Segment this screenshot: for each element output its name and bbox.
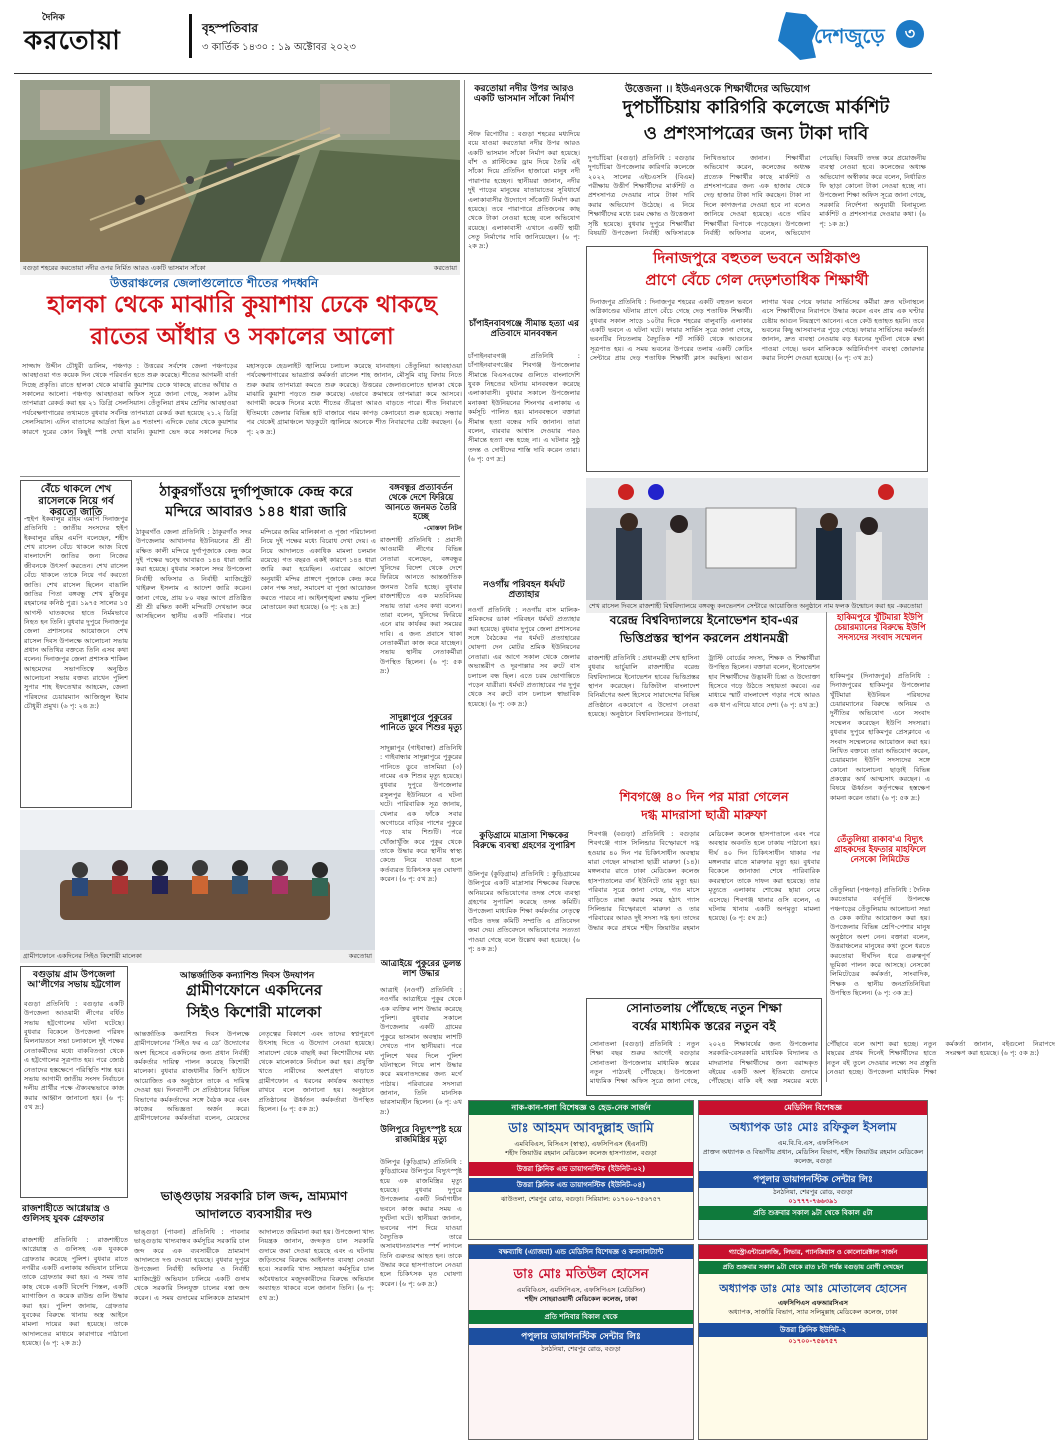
ad-ent-degrees: এমবিবিএস, বিসিএস (স্বাস্থ্য), এফসিপিএস (ইএনটি) <box>514 1140 648 1148</box>
ad-ent-chamber-2: উত্তরা ক্লিনিক এন্ড ডায়াগনস্টিক (ইউনিট-০৪) <box>469 1178 693 1192</box>
date-label: ৩ কার্তিক ১৪৩০ : ১৯ অক্টোবর ২০২৩ <box>202 42 356 53</box>
masthead <box>14 6 932 74</box>
divider <box>20 476 460 477</box>
bhanga-body: ভাঙ্গুড়া (পাবনা) প্রতিনিধি : পাবনার ভাঙ্গুড়ায় খাদ্যবান্ধব কর্মসূচির সরকারি চাল জব্দ করে এক ব্যবসায়ীকে ভ্রাম্যমাণ আদালতে দণ্ড দেওয়া হয়েছে। বুধবার দুপুরে উপজেলা নির্বাহী অফিসার ও নির্বাহী ম্যাজিস্ট্রেট অভিযান চালিয়ে একটি গুদাম থেকে সরকারি সিলযুক্ত চালের বস্তা জব্দ করেন। এ সময় গুদামের মালিককে ভ্রাম্যমাণ আদালতে জরিমানা করা হয়। উপজেলা খাদ্য নিয়ন্ত্রক জানান, জব্দকৃত চাল সরকারি গুদামে জমা দেওয়া হয়েছে এবং এ ঘটনায় জড়িতদের বিরুদ্ধে আইনগত ব্যবস্থা নেওয়া হবে। সরকারি খাদ্য সহায়তা কর্মসূচির চাল অবৈধভাবে মজুদকারীদের বিরুদ্ধে অভিযান অব্যাহত থাকবে বলে জানান তিনি। (৬ পৃ: ৫খ দ্র:) <box>134 1228 374 1302</box>
bridge-photo-credit: করতোয়া <box>433 264 457 272</box>
durga-headline-1: ঠাকুরগাঁওয়ে দুর্গাপূজাকে কেন্দ্র করে <box>159 484 353 500</box>
meeting-photo-image <box>20 810 375 950</box>
arrest-body: রাজশাহী প্রতিনিধি : রাজশাহীতে আগ্নেয়াস্ত্র ও গুলিসহ এক যুবককে গ্রেফতার করেছে পুলিশ। বুধবার রাতে নগরীর একটি এলাকায় অভিযান চালিয়ে তাকে গ্রেফতার করা হয়। এ সময় তার কাছ থেকে একটি বিদেশি পিস্তল, একটি ম্যাগাজিন ও কয়েক রাউন্ড গুলি উদ্ধার করা হয়। পুলিশ জানায়, গ্রেফতার যুবকের বিরুদ্ধে থানায় অস্ত্র আইনে মামলা দায়ের করা হয়েছে। তাকে আদালতের মাধ্যমে কারাগারে পাঠানো হয়েছে। (৬ পৃ: ২ক দ্র:) <box>22 1236 128 1347</box>
fire-headline-1: দিনাজপুরে বহুতল ভবনে অগ্নিকাণ্ড <box>653 249 861 267</box>
naogaon-headline: নওগাঁয় পরিবহন ধর্মঘট প্রত্যাহার <box>483 580 565 601</box>
day-label: বৃহস্পতিবার <box>202 21 258 35</box>
section-title: দেশজুড়ে <box>814 24 885 48</box>
ceo-kicker: আন্তর্জাতিক কন্যাশিশু দিবস উদযাপন <box>180 971 315 981</box>
meeting-photo <box>20 810 375 950</box>
ad-medicine-degrees: এম.বি.বি.এস, এফসিপিএস <box>777 1139 849 1147</box>
bangabandhu-body: রাজশাহী প্রতিনিধি : প্রবাসী আওয়ামী লীগের বিভিন্ন নেতারা বলেছেন, বঙ্গবন্ধুর খুনিদের বিদেশ থেকে দেশে ফিরিয়ে আনতে আন্তর্জাতিক জনমত তৈরি হচ্ছে। বুধবার রাজশাহীতে এক মতবিনিময় সভায় তারা এসব কথা বলেন। তারা বলেন, খুনিদের ফিরিয়ে এনে রায় কার্যকর করা সময়ের দাবি। এ জন্য প্রবাসে থাকা নেতাকর্মীরা কাজ করে যাচ্ছেন। সভায় স্থানীয় নেতাকর্মীরা উপস্থিত ছিলেন। (৬ পৃ: ৫ক দ্র:) <box>380 536 462 676</box>
ad-surgery-clinic: উত্তরা ক্লিনিক ইউনিট-২ <box>699 1323 927 1337</box>
hakim-headline: হাকিমপুরে খুঁটিমারা ইউপি চেয়ারম্যানের বিরুদ্ধে ইউপি সদস্যদের সংবাদ সম্মেলন <box>834 613 926 643</box>
rasel-body: -হুইপ ইকবালুর রহিম এমপি দিনাজপুর প্রতিনিধি : জাতীয় সংসদের হুইপ ইকবালুর রহিম এমপি বলেছেন, শহীদ শেখ রাসেল বেঁচে থাকলে আজ বিশ্বে বাংলাদেশি জাতির জন্য নিজের জীবনকে উৎসর্গ করতেন। শেখ রাসেল বেঁচে থাকলে তাকে নিয়ে গর্ব করতো জাতি। শেখ রাসেল ছিলেন বাঙালি জাতির পিতা বঙ্গবন্ধু শেখ মুজিবুর রহমানের কনিষ্ঠ পুত্র। ১৯৭৫ সালের ১৫ আগস্ট ঘাতকদের হাতে নির্মমভাবে নিহত হন তিনি। বুধবার দুপুরে দিনাজপুর জেলা প্রশাসনের আয়োজনে শেখ রাসেল দিবস উপলক্ষে আলোচনা সভায় প্রধান অতিথির বক্তব্যে তিনি এসব কথা বলেন। দিনাজপুর জেলা প্রশাসক শাকিল আহমেদের সভাপতিত্বে অনুষ্ঠিত আলোচনা সভায় বক্তব্য রাখেন পুলিশ সুপার শাহ ইফতেখার আহমেদ, জেলা পরিষদের চেয়ারম্যান আজিজুল ইমাম চৌধুরী প্রমুখ। (৬ পৃ: ২ঙ দ্র:) <box>24 515 128 711</box>
bridge-photo-image <box>20 80 460 262</box>
column-divider <box>826 612 827 1082</box>
newspaper-logo: করতোয়া <box>24 26 121 56</box>
ulipur-headline: উলিপুরে বিদ্যুৎস্পৃষ্ট হয়ে রাজমিস্ত্রির মৃত্যু <box>380 1125 462 1145</box>
bridge-photo <box>20 80 460 262</box>
ad-surgery-note: প্রতি শুক্রবার সকাল ৯টা থেকে রাত ৮টা পর্যন্ত বগুড়ায় রোগী দেখছেন <box>699 1261 927 1274</box>
fire-body: দিনাজপুর প্রতিনিধি : দিনাজপুর শহরের একটি বহুতল ভবনে অগ্নিকাণ্ডের ঘটনায় প্রাণে বেঁচে গেছে দেড় শতাধিক শিক্ষার্থী। বুধবার সকাল সাড়ে ১০টার দিকে শহরের বালুবাড়ি এলাকার একটি ভবনে এ ঘটনা ঘটে। ফায়ার সার্ভিস সূত্রে জানা গেছে, ভবনটির নিচতলায় বৈদ্যুতিক শর্ট সার্কিট থেকে আগুনের সূত্রপাত হয়। এ সময় ভবনের উপরের তলায় একটি কোচিং সেন্টারে প্রায় দেড় শতাধিক শিক্ষার্থী ক্লাস করছিল। আগুন লাগার খবর পেয়ে ফায়ার সার্ভিসের কর্মীরা দ্রুত ঘটনাস্থলে এসে শিক্ষার্থীদের নিরাপদে উদ্ধার করেন এবং প্রায় এক ঘণ্টার চেষ্টায় আগুন নিয়ন্ত্রণে আনেন। এতে কেউ হতাহত হয়নি। তবে ভবনের কিছু আসবাবপত্র পুড়ে গেছে। ফায়ার সার্ভিসের কর্মকর্তা জানান, দ্রুত ব্যবস্থা নেওয়ায় বড় ধরনের দুর্ঘটনা থেকে রক্ষা পাওয়া গেছে। ভবন মালিককে অগ্নিনির্বাপণ ব্যবস্থা জোরদার করার নির্দেশ দেওয়া হয়েছে। (৬ পৃ: ৩খ দ্র:) <box>590 298 924 363</box>
meeting-photo-caption-text: গ্রামীণফোনে একদিনের সিইও কিশোরী মালেকা <box>23 952 142 960</box>
ad-medicine-phone: ০১৭৭৭-৭৬৬৩৯১ <box>788 1197 838 1206</box>
ad-ent-doctor-name: ডাঃ আহমদ আবদুল্লাহ জামি <box>508 1121 654 1136</box>
dupchanchia-headline-2: ও প্রশংসাপত্রের জন্য টাকা দাবি <box>643 123 869 144</box>
ad-chest-post: শহীদ সোহরাওয়ার্দী মেডিকেল কলেজ, ঢাকা <box>524 1294 638 1303</box>
hakim-body: হাকিমপুর (দিনাজপুর) প্রতিনিধি : দিনাজপুরের হাকিমপুর উপজেলার খুঁটিমারা ইউনিয়ন পরিষদের চেয়ারম্যানের বিরুদ্ধে অনিয়ম ও দুর্নীতির অভিযোগ এনে সংবাদ সম্মেলন করেছেন ইউপি সদস্যরা। বুধবার দুপুরে হাকিমপুর প্রেসক্লাবে এ সংবাদ সম্মেলনের আয়োজন করা হয়। লিখিত বক্তব্যে তারা অভিযোগ করেন, চেয়ারম্যান ইউপি সদস্যদের সঙ্গে কোনো আলোচনা ছাড়াই বিভিন্ন প্রকল্পের অর্থ আত্মসাৎ করছেন। এ বিষয়ে ঊর্ধ্বতন কর্তৃপক্ষের হস্তক্ষেপ কামনা করেন তারা। (৬ পৃ: ৫ক দ্র:) <box>830 672 930 802</box>
durga-headline-2: মন্দিরে আবারও ১৪৪ ধারা জারি <box>165 504 347 520</box>
fog-body: সাজ্জাদ উদ্দীন চৌধুরী ডালিম, পঞ্চগড় : উত্তরের সর্বশেষ জেলা পঞ্চগড়ের আবহাওয়া গত কয়েক দিন থেকে পরিবর্তন হতে শুরু করেছে। শীতের আগমনী বার্তা দিচ্ছে প্রকৃতি। রাতে হালকা থেকে মাঝারি কুয়াশায় ঢেকে থাকছে রাতের আঁধার ও সকালের আলো। পঞ্চগড় আবহাওয়া অফিস সূত্রে জানা গেছে, সকাল ৯টায় তাপমাত্রা রেকর্ড করা হয় ২১ ডিগ্রি সেলসিয়াস। তেঁতুলিয়া প্রথম শ্রেণির আবহাওয়া পর্যবেক্ষণাগারের তথ্যমতে বুধবার সর্বনিম্ন তাপমাত্রা রেকর্ড করা হয়েছে ২১.২ ডিগ্রি সেলসিয়াস। এদিন বাতাসের আর্দ্রতা ছিল ৯৪ শতাংশ। এদিকে ভোর থেকে কুয়াশার কারণে দুরের কোন কিছুই স্পষ্ট দেখা যায়নি। কুয়াশা ভেদ করে সকালের দিকে মহাসড়কে হেডলাইট জ্বালিয়ে চলাচল করেছে যানবাহন। তেঁতুলিয়া আবহাওয়া পর্যবেক্ষণাগারের ভারপ্রাপ্ত কর্মকর্তা রাসেল শাহ জানান, মৌসুমি বায়ু বিদায় নিতে শুরু করায় তাপমাত্রা কমতে শুরু করেছে। উত্তরের জেলাগুলোতে হালকা থেকে মাঝারি কুয়াশা পড়তে শুরু করেছে। এভাবে ক্রমান্বয়ে তাপমাত্রা কমে আসবে। আগামী কয়েক দিনের মধ্যে শীতের তীব্রতা আরও বাড়তে পারে। শীত নিবারণে ইতিমধ্যে জেলার বিভিন্ন হাট বাজারে গরম কাপড় কেনাবেচা শুরু হয়েছে। সন্ধ্যার পর থেকেই গ্রামাঞ্চলে খড়কুটো জ্বালিয়ে অনেকে শীত নিবারণের চেষ্টা করছেন। (৬ পৃ: ২ক দ্র:) <box>22 362 462 436</box>
rajshahi-headline-2: ভিত্তিপ্রস্তর স্থাপন করলেন প্রধানমন্ত্রী <box>619 631 789 645</box>
bangabandhu-byline: -মোস্তফা নিটন <box>423 524 462 532</box>
section-badge <box>778 12 928 60</box>
rajshahi-headline-1: বরেন্দ্র বিশ্ববিদ্যালয়ে ইনোভেশন হাব-এর <box>609 613 799 627</box>
arrest-headline: রাজশাহীতে আগ্নেয়াস্ত্র ও গুলিসহ যুবক গ্রেফতার <box>22 1204 110 1225</box>
ad-medicine-strip: মেডিসিন বিশেষজ্ঞ <box>699 1101 927 1115</box>
bdsf-headline: চাঁপাইনবাবগঞ্জে সীমান্ত হত্যা এর প্রতিবাদে মানববন্ধন <box>469 319 579 339</box>
tetulia-headline: তেঁতুলিয়া রাকাব'এ বিদ্যুৎ গ্রাহকদের ইফতার মাহফিলে নেসকো লিমিটেড <box>834 835 926 865</box>
ad-ent-doctor[interactable] <box>468 1100 694 1240</box>
meeting-photo-caption <box>20 950 375 963</box>
dupchanchia-body: দুপচাঁচিয়া (বগুড়া) প্রতিনিধি : বগুড়ার দুপচাঁচিয়া উপজেলার কারিগরি কলেজে ২০২২ সালের এইচএসসি (বিএম) পরীক্ষায় উত্তীর্ণ শিক্ষার্থীদের মার্কশিট ও প্রশংসাপত্র দেওয়ার নামে টাকা দাবি করার অভিযোগ উঠেছে। এ নিয়ে শিক্ষার্থীদের মধ্যে চরম ক্ষোভ ও উত্তেজনা সৃষ্টি হয়েছে। বুধবার দুপুরে শিক্ষার্থীরা বিষয়টি উপজেলা নির্বাহী অফিসারকে লিখিতভাবে জানান। শিক্ষার্থীরা অভিযোগ করেন, কলেজের অধ্যক্ষ প্রত্যেক শিক্ষার্থীর কাছে মার্কশিট ও প্রশংসাপত্রের জন্য এক হাজার থেকে দেড় হাজার টাকা দাবি করছেন। টাকা না দিলে কাগজপত্র দেওয়া হবে না বলেও জানিয়ে দেওয়া হয়েছে। এতে গরিব শিক্ষার্থীরা বিপাকে পড়েছেন। উপজেলা নির্বাহী অফিসার বলেন, অভিযোগ পেয়েছি। বিষয়টি তদন্ত করে প্রয়োজনীয় ব্যবস্থা নেওয়া হবে। কলেজের অধ্যক্ষ অভিযোগ অস্বীকার করে বলেন, নির্ধারিত ফি ছাড়া কোনো টাকা নেওয়া হচ্ছে না। উপজেলা শিক্ষা অফিস সূত্রে জানা গেছে, সরকারি নির্দেশনা অনুযায়ী বিনামূল্যে মার্কশিট ও প্রশংসাপত্র দেওয়ার কথা। (৬ পৃ: ১ক দ্র:) <box>588 154 926 237</box>
bhanga-headline-1: ভাঙ্গুড়ায় সরকারি চাল জব্দ, ভ্রাম্যমাণ <box>160 1189 348 1203</box>
ad-medicine-address: ঠনঠনিয়া, শেরপুর রোড, বগুড়া <box>773 1188 853 1197</box>
bridge-headline: করতোয়া নদীর উপর আরও একটি ভাসমান সাঁকো নির্মাণ <box>473 84 575 105</box>
rasel-headline: বেঁচে থাকলে শেখ রাসেলকে নিয়ে গর্ব করতো জাতি <box>38 484 114 518</box>
madrasa-body: শিবগঞ্জ (বগুড়া) প্রতিনিধি : বগুড়ার শিবগঞ্জে গ্যাস সিলিন্ডার বিস্ফোরণে দগ্ধ হওয়ার ৪০ দিন পর চিকিৎসাধীন অবস্থায় মারা গেছেন মাদরাসা ছাত্রী মারুফা (১৪)। মঙ্গলবার রাতে ঢাকা মেডিকেল কলেজ হাসপাতালের বার্ন ইউনিটে তার মৃত্যু হয়। পরিবার সূত্রে জানা গেছে, গত মাসে বাড়িতে রান্না করার সময় হঠাৎ গ্যাস সিলিন্ডার বিস্ফোরণে মারুফা ও তার পরিবারের আরও দুই সদস্য দগ্ধ হন। তাদের উদ্ধার করে প্রথমে শহীদ জিয়াউর রহমান মেডিকেল কলেজ হাসপাতালে এবং পরে অবস্থার অবনতি হলে ঢাকায় পাঠানো হয়। দীর্ঘ ৪০ দিন চিকিৎসাধীন থাকার পর মঙ্গলবার রাতে মারুফার মৃত্যু হয়। বুধবার বিকেলে জানাজা শেষে পারিবারিক কবরস্থানে তাকে দাফন করা হয়েছে। তার মৃত্যুতে এলাকায় শোকের ছায়া নেমে এসেছে। শিবগঞ্জ থানার ওসি বলেন, এ ঘটনায় থানায় একটি অপমৃত্যু মামলা হয়েছে। (৬ পৃ: ৫ঘ দ্র:) <box>588 830 820 932</box>
ad-chest-strip: বক্ষব্যাধি (এ্যাজমা) এন্ড মেডিসিন বিশেষজ্ঞ ও কনসালট্যান্ট <box>469 1245 693 1259</box>
bridge-photo-caption-text: বগুড়া শহরের করতোয়া নদীর ওপর নির্মিত আরও একটি ভাসমান সাঁকো <box>23 264 206 272</box>
ad-ent-post: শহীদ জিয়াউর রহমান মেডিকেল কলেজ হাসপাতাল, বগুড়া <box>505 1148 657 1157</box>
ad-surgery-phone: ০১৭০০-৭৫৬৭৫৭ <box>788 1336 838 1345</box>
ceremony-photo <box>586 478 928 600</box>
ad-chest-address: ঠনঠনিয়া, শেরপুর রোড, বগুড়া <box>541 1344 621 1353</box>
ceremony-photo-image <box>586 478 928 600</box>
masthead-divider <box>189 14 192 58</box>
rajshahi-body: রাজশাহী প্রতিনিধি : প্রধানমন্ত্রী শেখ হাসিনা বুধবার ভার্চুয়ালি রাজশাহীর বরেন্দ্র বিশ্ববিদ্যালয়ে ইনোভেশন হাবের ভিত্তিপ্রস্তর স্থাপন করেছেন। ডিজিটাল বাংলাদেশ বিনির্মাণের অংশ হিসেবে সারাদেশের বিভিন্ন প্রতিষ্ঠানে একযোগে এ উদ্যোগ নেওয়া হয়েছে। অনুষ্ঠানে বিশ্ববিদ্যালয়ের উপাচার্য, ট্রাস্টি বোর্ডের সদস্য, শিক্ষক ও শিক্ষার্থীরা উপস্থিত ছিলেন। বক্তারা বলেন, ইনোভেশন হাব শিক্ষার্থীদের উদ্ভাবনী চিন্তা ও উদ্যোক্তা হিসেবে গড়ে উঠতে সহায়তা করবে। এর মাধ্যমে স্মার্ট বাংলাদেশ গড়ার পথে আরও এক ধাপ এগিয়ে যাবে দেশ। (৬ পৃ: ৪খ দ্র:) <box>588 654 820 719</box>
ad-chest-doctor-name: ডাঃ মোঃ মতিউল হোসেন <box>513 1267 649 1282</box>
birthday-headline: বগুড়ায় গ্রাম উপজেলা আ'লীগের সভায় হট্টগোল <box>27 970 121 991</box>
atrai-headline: আত্রাইয়ে পুকুরের ডুলন্ত লাশ উদ্ধার <box>380 959 462 979</box>
bdsf-body: চাঁপাইনবাবগঞ্জ প্রতিনিধি : চাঁপাইনবাবগঞ্জের শিবগঞ্জ উপজেলার সীমান্তে বিএসএফের গুলিতে বাংলাদেশি যুবক নিহতের ঘটনায় মানববন্ধন করেছে এলাকাবাসী। বুধবার সকালে উপজেলার মনাকষা ইউনিয়নের শিংনগর এলাকায় এ কর্মসূচি পালিত হয়। মানববন্ধনে বক্তারা সীমান্ত হত্যা বন্ধের দাবি জানান। তারা বলেন, বারবার আশ্বাস দেওয়ার পরও সীমান্তে হত্যা বন্ধ হচ্ছে না। এ ঘটনার সুষ্ঠু তদন্ত ও দোষীদের শাস্তি দাবি করেন তারা। (৬ পৃ: ৫গ দ্র:) <box>468 352 580 463</box>
ad-chest-doctor[interactable] <box>468 1244 694 1440</box>
fog-headline-1: হালকা থেকে মাঝারি কুয়াশায় ঢেকে থাকছে <box>47 292 437 318</box>
ad-ent-strip: নাক-কান-গলা বিশেষজ্ঞ ও হেড-নেক সার্জন <box>469 1101 693 1115</box>
ad-surgery-degrees: এফসিপিএস এফআরসিএস <box>778 1299 848 1307</box>
bangladesh-map-icon <box>778 12 818 60</box>
tetulia-body: তেঁতুলিয়া (পঞ্চগড়) প্রতিনিধি : দৈনিক করতোয়ার বর্ষপূর্তি উপলক্ষে পঞ্চগড়ের তেঁতুলিয়ায় আলোচনা সভা ও কেক কাটার আয়োজন করা হয়। উপজেলার বিভিন্ন শ্রেণি-পেশার মানুষ অনুষ্ঠানে অংশ নেন। বক্তারা বলেন, উত্তরাঞ্চলের মানুষের কথা তুলে ধরতে করতোয়া দীর্ঘদিন ধরে গুরুত্বপূর্ণ ভূমিকা পালন করে আসছে। নেসকো লিমিটেডের কর্মকর্তা, সাংবাদিক, শিক্ষক ও স্থানীয় জনপ্রতিনিধিরা উপস্থিত ছিলেন। (৬ পৃ: ৩ক দ্র:) <box>830 886 930 997</box>
ad-surgery-doctor-name: অধ্যাপক ডাঃ মোঃ আঃ মোতালেব হোসেন <box>719 1282 907 1295</box>
meeting-photo-credit: করতোয়া <box>348 952 372 960</box>
logo-small: দৈনিক <box>42 13 65 23</box>
dupchanchia-headline-1: দুপচাঁচিয়ায় কারিগরি কলেজে মার্কশিট <box>622 97 890 118</box>
naogaon-body: নওগাঁ প্রতিনিধি : নওগাঁয় বাস মালিক-শ্রমিকদের ডাকা পরিবহন ধর্মঘট প্রত্যাহার করা হয়েছে। বুধবার দুপুরে জেলা প্রশাসনের সঙ্গে বৈঠকের পর ধর্মঘট প্রত্যাহারের ঘোষণা দেন মোটর শ্রমিক ইউনিয়নের নেতারা। এর আগে সকাল থেকে জেলার অভ্যন্তরীণ ও দূরপাল্লার সব রুটে বাস চলাচল বন্ধ ছিল। এতে চরম ভোগান্তিতে পড়েন যাত্রীরা। ধর্মঘট প্রত্যাহারের পর দুপুর থেকে সব রুটে বাস চলাচল স্বাভাবিক হয়েছে। (৬ পৃ: ৩ক দ্র:) <box>468 606 580 708</box>
ad-ent-address: ঝাউতলা, শেরপুর রোড, বগুড়া। সিরিয়াল: ০১৭০০-৭৫৬৭৫৭ <box>500 1194 662 1203</box>
fog-headline-2: রাতের আঁধার ও সকালের আলো <box>90 324 394 350</box>
kurigram-headline: কুড়িগ্রামে মাদ্রাসা শিক্ষকের বিরুদ্ধে ব্যবস্থা গ্রহণের সুপারিশ <box>472 831 576 851</box>
ad-medicine-doctor[interactable] <box>698 1100 928 1240</box>
ad-medicine-time: প্রতি শুক্রবার সকাল ৯টা থেকে বিকাল ৫টা <box>699 1206 927 1220</box>
fog-kicker: উত্তরাঞ্চলের জেলাগুলোতে শীতের পদধ্বনি <box>110 276 319 290</box>
books-headline-2: বর্ষের মাধ্যমিক স্তরের নতুন বই <box>632 1019 776 1033</box>
ad-ent-chamber-1: উত্তরা ক্লিনিক এন্ড ডায়াগনস্টিক (ইউনিট-০২) <box>469 1162 693 1176</box>
bridge-body: স্টাফ রিপোর্টার : বগুড়া শহরের মধ্যদিয়ে বয়ে যাওয়া করতোয়া নদীর উপর আরও একটি ভাসমান সাঁকো নির্মাণ করা হয়েছে। বাঁশ ও প্লাস্টিকের ড্রাম দিয়ে তৈরি এই সাঁকো দিয়ে প্রতিদিন হাজারো মানুষ নদী পারাপার হচ্ছেন। স্থানীয়রা জানান, নদীর দুই পাড়ের মানুষের যাতায়াতের সুবিধার্থে এলাকাবাসীর উদ্যোগে সাঁকোটি নির্মাণ করা হয়েছে। তবে পারাপারে প্রতিজনের কাছ থেকে টাকা নেওয়া হচ্ছে বলে অভিযোগ রয়েছে। এলাকাবাসী এখানে একটি স্থায়ী সেতু নির্মাণের দাবি জানিয়েছেন। (৬ পৃ: ২ক দ্র:) <box>468 130 580 251</box>
birthday-body: বগুড়া প্রতিনিধি : বগুড়ার একটি উপজেলা আওয়ামী লীগের বর্ধিত সভায় হট্টগোলের ঘটনা ঘটেছে। বুধবার বিকেলে উপজেলা পরিষদ মিলনায়তনে সভা চলাকালে দুই পক্ষের নেতাকর্মীদের মধ্যে বাকবিতণ্ডা থেকে এ হট্টগোলের সূত্রপাত হয়। পরে জ্যেষ্ঠ নেতাদের হস্তক্ষেপে পরিস্থিতি শান্ত হয়। সভায় আগামী জাতীয় সংসদ নির্বাচনে দলীয় প্রার্থীর পক্ষে ঐক্যবদ্ধভাবে কাজ করার আহ্বান জানানো হয়। (৬ পৃ: ৫খ দ্র:) <box>24 1000 124 1111</box>
column-divider <box>464 80 465 1000</box>
madrasa-headline-1: শিবগঞ্জে ৪০ দিন পর মারা গেলেন <box>619 789 789 804</box>
fire-headline-2: প্রাণে বেঁচে গেল দেড়শতাধিক শিক্ষার্থী <box>645 271 869 289</box>
ad-chest-degrees: এমবিবিএস, এমসিপিএস, এফসিপিএস (মেডিসিন) <box>516 1286 646 1294</box>
madrasa-headline-2: দগ্ধ মাদরাসা ছাত্রী মারুফা <box>641 807 767 822</box>
ceo-body: আন্তর্জাতিক কন্যাশিশু দিবস উপলক্ষে গ্রামীণফোনের ‘সিইও ফর এ ডে’ উদ্যোগের অংশ হিসেবে একদিনের জন্য প্রধান নির্বাহী কর্মকর্তার দায়িত্ব পালন করেছে কিশোরী মালেকা। বুধবার রাজধানীর জিপি হাউসে আয়োজিত এক অনুষ্ঠানে তাকে এ দায়িত্ব দেওয়া হয়। দিনব্যাপী সে প্রতিষ্ঠানের বিভিন্ন বিভাগের কর্মকর্তাদের সঙ্গে বৈঠক করে এবং কাজের অভিজ্ঞতা অর্জন করে। গ্রামীণফোনের কর্মকর্তারা বলেন, মেয়েদের নেতৃত্বের বিকাশে এবং তাদের স্বপ্নপূরণে উৎসাহ দিতে এ উদ্যোগ নেওয়া হয়েছে। সারাদেশ থেকে বাছাই করা কিশোরীদের মধ্য থেকে মালেকাকে নির্বাচন করা হয়। প্রযুক্তি খাতে নারীদের অংশগ্রহণ বাড়াতে গ্রামীণফোন এ ধরনের কার্যক্রম অব্যাহত রাখবে বলে জানানো হয়। অনুষ্ঠানে প্রতিষ্ঠানের ঊর্ধ্বতন কর্মকর্তারা উপস্থিত ছিলেন। (৬ পৃ: ৫ক দ্র:) <box>134 1030 374 1123</box>
ceo-headline-1: গ্রামীণফোনে একদিনের <box>185 981 323 999</box>
kurigram-body: উলিপুর (কুড়িগ্রাম) প্রতিনিধি : কুড়িগ্রামের উলিপুরে একটি মাদ্রাসার শিক্ষকের বিরুদ্ধে অনিয়মের অভিযোগের তদন্ত শেষে ব্যবস্থা গ্রহণের সুপারিশ করেছে তদন্ত কমিটি। উপজেলা মাধ্যমিক শিক্ষা কর্মকর্তার নেতৃত্বে গঠিত তদন্ত কমিটি সম্প্রতি এ প্রতিবেদন জমা দেয়। প্রতিবেদনে অভিযোগের সত্যতা পাওয়া গেছে বলে উল্লেখ করা হয়েছে। (৬ পৃ: ৪ক দ্র:) <box>468 870 580 953</box>
books-headline-1: সোনাতলায় পৌঁছেছে নতুন শিক্ষা <box>626 1001 782 1015</box>
ad-surgery-strip: গ্যাস্ট্রোএন্টারোলজি, লিভার, প্যানক্রিয়াস ও কোলোরেক্টাল সার্জন <box>699 1245 927 1259</box>
bhanga-headline-2: আদালতে ব্যবসায়ীর দণ্ড <box>195 1207 313 1221</box>
ceremony-photo-caption: শেখ রাসেল দিবসে রাজশাহী বিশ্ববিদ্যালয়ে বঙ্গবন্ধু কনভেনশন সেন্টারে আয়োজিত অনুষ্ঠানে নাম ফলক উন্মোচন করা হয় -করতোয়া <box>586 600 928 613</box>
ad-chest-clinic: পপুলার ডায়াগনস্টিক সেন্টার লিঃ <box>469 1328 693 1345</box>
page-number: ৩ <box>896 20 924 48</box>
pond-headline: সাদুল্লাপুরে পুকুরের পানিতে ডুবে শিশুর মৃত্যু <box>380 713 462 733</box>
dupchanchia-kicker: উত্তেজনা ।। ইউএনওকে শিক্ষার্থীদের অভিযোগ <box>625 84 810 95</box>
atrai-body: আত্রাই (নওগাঁ) প্রতিনিধি : নওগাঁর আত্রাইয়ে পুকুর থেকে এক ব্যক্তির লাশ উদ্ধার করেছে পুলিশ। বুধবার সকালে উপজেলার একটি গ্রামের পুকুরে ভাসমান অবস্থায় লাশটি দেখতে পান স্থানীয়রা। পরে পুলিশে খবর দিলে পুলিশ ঘটনাস্থলে গিয়ে লাশ উদ্ধার করে ময়নাতদন্তের জন্য মর্গে পাঠায়। পরিবারের সদস্যরা জানান, তিনি মানসিক ভারসাম্যহীন ছিলেন। (৬ পৃ: ৬খ দ্র:) <box>380 986 462 1116</box>
ad-medicine-post: প্রাক্তন অধ্যাপক ও বিভাগীয় প্রধান, মেডিসিন বিভাগ, শহীদ জিয়াউর রহমান মেডিকেল কলেজ, বগুড়া <box>702 1147 924 1165</box>
ulipur-body: উলিপুর (কুড়িগ্রাম) প্রতিনিধি : কুড়িগ্রামের উলিপুরে বিদ্যুৎস্পৃষ্ট হয়ে এক রাজমিস্ত্রির মৃত্যু হয়েছে। বুধবার দুপুরে উপজেলার একটি নির্মাণাধীন ভবনে কাজ করার সময় এ দুর্ঘটনা ঘটে। স্থানীয়রা জানান, ভবনের পাশ দিয়ে যাওয়া বৈদ্যুতিক তারে অসাবধানতাবশত স্পর্শ লাগলে তিনি গুরুতর আহত হন। তাকে উদ্ধার করে হাসপাতালে নেওয়া হলে চিকিৎসক মৃত ঘোষণা করেন। (৬ পৃ: ৬ক দ্র:) <box>380 1158 462 1288</box>
bangabandhu-headline: বঙ্গবন্ধুর প্রত্যাবর্তন থেকে দেশে ফিরিয়ে আনতে জনমত তৈরি হচ্ছে <box>385 483 457 523</box>
ad-medicine-clinic: পপুলার ডায়াগনস্টিক সেন্টার লিঃ <box>699 1171 927 1188</box>
ad-medicine-doctor-name: অধ্যাপক ডাঃ মোঃ রফিকুল ইসলাম <box>729 1120 897 1134</box>
ad-surgery-doctor[interactable] <box>698 1244 928 1440</box>
books-body: সোনাতলা (বগুড়া) প্রতিনিধি : নতুন শিক্ষা বছর শুরুর আগেই বগুড়ার সোনাতলা উপজেলায় মাধ্যমিক স্তরের নতুন পাঠ্যবই পৌঁছেছে। উপজেলা মাধ্যমিক শিক্ষা অফিস সূত্রে জানা গেছে, ২০২৪ শিক্ষাবর্ষের জন্য উপজেলার সরকারি-বেসরকারি মাধ্যমিক বিদ্যালয় ও মাদরাসার শিক্ষার্থীদের জন্য বরাদ্দকৃত বইয়ের একটি অংশ ইতিমধ্যে গুদামে পৌঁছেছে। বাকি বই অল্প সময়ের মধ্যে পৌঁছাবে বলে আশা করা হচ্ছে। নতুন বছরের প্রথম দিনেই শিক্ষার্থীদের হাতে নতুন বই তুলে দেওয়ার লক্ষ্যে সব প্রস্তুতি নেওয়া হচ্ছে। উপজেলা মাধ্যমিক শিক্ষা কর্মকর্তা জানান, বইগুলো নিরাপদে সংরক্ষণ করা হয়েছে। (৬ পৃ: ৫ক দ্র:) <box>590 1040 1055 1086</box>
pond-body: সাদুল্লাপুর (গাইবান্ধা) প্রতিনিধি : গাইবান্ধার সাদুল্লাপুরে পুকুরের পানিতে ডুবে তাসমিয়া (৩) নামের এক শিশুর মৃত্যু হয়েছে। বুধবার দুপুরে উপজেলার রসুলপুর ইউনিয়নে এ ঘটনা ঘটে। পারিবারিক সূত্র জানায়, খেলার এক ফাঁকে সবার অগোচরে বাড়ির পাশের পুকুরে পড়ে যায় শিশুটি। পরে খোঁজাখুঁজি করে পুকুর থেকে তাকে উদ্ধার করে স্থানীয় স্বাস্থ্য কেন্দ্রে নিয়ে যাওয়া হলে কর্তব্যরত চিকিৎসক মৃত ঘোষণা করেন। (৬ পৃ: ৫খ দ্র:) <box>380 744 462 884</box>
durga-body: ঠাকুরগাঁও জেলা প্রতিনিধি : ঠাকুরগাঁও সদর উপজেলার আখানগর ইউনিয়নের শ্রী শ্রী রক্ষিত কালী মন্দিরে দুর্গাপূজাকে কেন্দ্র করে দুই পক্ষের দ্বন্দ্বে আবারও ১৪৪ ধারা জারি করা হয়েছে। বুধবার সকালে সদর উপজেলা নির্বাহী অফিসার ও নির্বাহী ম্যাজিস্ট্রেট খাইরুল ইসলাম এ আদেশ জারি করেন। জানা গেছে, প্রায় ৮০ বছর আগে প্রতিষ্ঠিত শ্রী শ্রী রক্ষিত কালী মন্দিরটি দেখভাল করে আসছিলেন স্থানীয় একটি পরিবার। পরে মন্দিরের জমির মালিকানা ও পূজা পরিচালনা নিয়ে দুই পক্ষের মধ্যে বিরোধ দেখা দেয়। এ নিয়ে আদালতে একাধিক মামলা চলমান রয়েছে। গত বছরও একই কারণে ১৪৪ ধারা জারি করা হয়েছিল। এবারের আদেশ অনুযায়ী মন্দির প্রাঙ্গণে পূজাকে কেন্দ্র করে কোন পক্ষ সভা, সমাবেশ বা পূজা আয়োজন করতে পারবে না। আইনশৃঙ্খলা রক্ষায় পুলিশ মোতায়েন করা হয়েছে। (৬ পৃ: ২ঙ দ্র:) <box>136 528 376 621</box>
ad-surgery-post: অধ্যাপক, সার্জারি বিভাগ, স্যার সলিমুল্লাহ মেডিকেল কলেজ, ঢাকা <box>728 1307 898 1316</box>
ad-chest-time: প্রতি শনিবার বিকাল থেকে <box>469 1310 693 1324</box>
ceo-headline-2: সিইও কিশোরী মালেকা <box>186 1003 322 1021</box>
bridge-photo-caption <box>20 262 460 275</box>
